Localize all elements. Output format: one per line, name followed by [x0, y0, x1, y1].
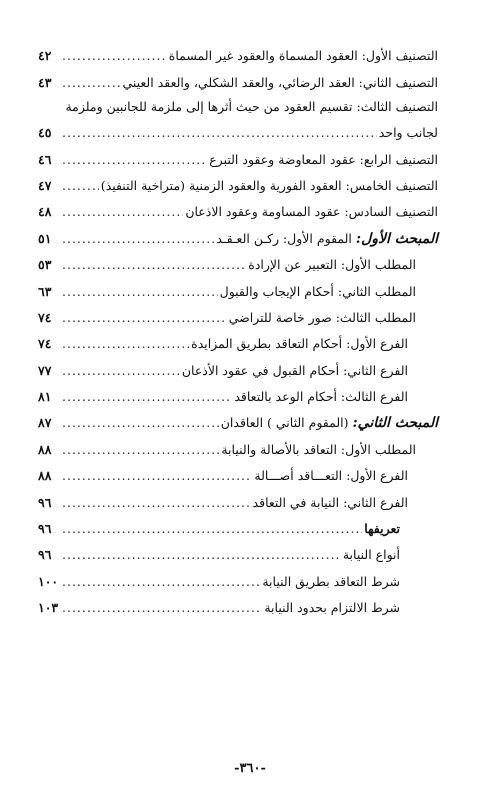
toc-entry-text: المقوم الأول: ركـن العـقـد: [216, 230, 356, 246]
dot-leader: [62, 574, 260, 590]
dot-leader: [62, 75, 120, 91]
toc-entry-text: المطلب الأول: التعاقد بالأصالة والنيابة: [221, 441, 416, 457]
toc-entry-text: لجانب واحد: [378, 125, 438, 141]
toc-entry: [38, 115, 438, 141]
toc-entry-title: [214, 231, 438, 247]
toc-entry: [38, 326, 438, 352]
toc-entry-text: التصنيف الأول: العقود المسماة والعقود غير المسماة: [168, 48, 438, 64]
toc-entry-text: تعريفها: [364, 521, 400, 537]
toc-entry-title: [262, 600, 400, 616]
toc-entry-text: المطلب الأول: التعبير عن الإرادة: [248, 257, 416, 273]
toc-entry-text: الفرع الثاني: أحكام القبول في عقود الأذعان: [181, 362, 408, 378]
toc-entry-page: ٩٦: [38, 547, 52, 563]
toc-entry-page: ٧٤: [38, 309, 52, 325]
toc-entry-text: شرط التعاقد بطريق النيابة: [262, 573, 400, 589]
toc-entry-page: ٨٨: [38, 468, 52, 484]
toc-entry: [38, 220, 438, 246]
toc-entry-page: ٥١: [38, 230, 52, 246]
toc-entry-page: ١٠٠: [38, 573, 59, 589]
toc-entry-title: [227, 310, 416, 326]
toc-entry-page: ٩٦: [38, 494, 52, 510]
dot-leader: [62, 204, 183, 220]
dot-leader: [62, 468, 252, 484]
chapter-label: المبحث الثاني:: [352, 415, 438, 432]
toc-entry-page: ٤٨: [38, 204, 52, 220]
toc-entry-title: [252, 468, 408, 484]
table-of-contents: [38, 38, 438, 616]
toc-entry-title: [246, 257, 416, 273]
toc-entry: [38, 431, 438, 457]
toc-entry-text: التصنيف السادس: عقود المساومة وعقود الاذعان: [185, 204, 438, 220]
toc-entry: [38, 563, 438, 589]
toc-entry-title: [120, 75, 438, 91]
toc-entry-title: [362, 521, 400, 537]
toc-entry-text: (المقوم الثاني ) العاقدان: [220, 415, 353, 431]
dot-leader: [62, 547, 341, 563]
toc-entry-page: ٦٣: [38, 283, 52, 299]
toc-entry-page: ٤٥: [38, 125, 52, 141]
toc-entry-page: ٨٨: [38, 441, 52, 457]
dot-leader: [62, 178, 99, 194]
toc-entry-text: المطلب الثالث: صور خاصة للتراضي: [228, 309, 416, 325]
toc-entry: [38, 64, 438, 90]
dot-leader: [62, 284, 218, 300]
toc-entry-page: ٩٦: [38, 521, 52, 537]
toc-entry-text: الفرع الثاني: النيابة في التعاقد: [252, 494, 408, 510]
page-number: -٣٦٠-: [234, 761, 266, 776]
toc-entry-text: التصنيف الثاني: العقد الرضائي، والعقد الشكلي، والعقد العيني: [122, 74, 438, 90]
toc-entry: [38, 300, 438, 326]
dot-leader: [62, 415, 219, 431]
toc-entry-text: شرط الالتزام بحدود النيابة: [264, 600, 400, 616]
dot-leader: [62, 600, 262, 616]
toc-entry-text: التصنيف الثالث: تقسيم العقود من حيث أثرها إلى ملزمة للجانبين وملزمة: [65, 98, 438, 114]
dot-leader: [62, 125, 377, 141]
dot-leader: [62, 152, 207, 168]
toc-entry-text: الفرع الأول: أحكام التعاقد بطريق المزايدة: [191, 336, 408, 352]
toc-entry: [38, 194, 438, 220]
toc-entry-page: ١٠٣: [38, 600, 59, 616]
dot-leader: [62, 442, 219, 458]
toc-entry-page: ٨١: [38, 389, 52, 405]
toc-entry-text: التصنيف الرابع: عقود المعاوضة وعقود التبرع: [209, 151, 438, 167]
toc-entry-title: [251, 495, 408, 511]
toc-entry-text: الفرع الأول: التعـــاقد أصـــالة: [254, 468, 408, 484]
toc-entry: [38, 38, 438, 64]
toc-entry-page: ٤٣: [38, 74, 52, 90]
toc-entry-text: التصنيف الخامس: العقود الفورية والعقود الزمنية (متراخية التنفيذ): [100, 177, 438, 193]
toc-entry: [38, 247, 438, 273]
toc-entry-page: ٥٣: [38, 257, 52, 273]
toc-entry-page: ٧٤: [38, 336, 52, 352]
toc-entry-title: [207, 152, 438, 168]
toc-entry-page: ٤٢: [38, 48, 52, 64]
toc-entry: [38, 590, 438, 616]
toc-entry-title: [189, 336, 408, 352]
toc-entry-title: [183, 204, 438, 220]
dot-leader: [62, 389, 232, 405]
toc-entry-page: ٨٧: [38, 415, 52, 431]
toc-entry-title: [219, 415, 438, 431]
toc-entry: [38, 168, 438, 194]
toc-entry-page: ٤٦: [38, 151, 52, 167]
toc-entry: [38, 511, 438, 537]
toc-entry-text: أنواع النيابة: [342, 547, 400, 563]
toc-entry-title: [232, 389, 408, 405]
toc-entry: [38, 458, 438, 484]
toc-entry: [38, 352, 438, 378]
dot-leader: [62, 363, 180, 379]
dot-leader: [62, 231, 214, 247]
toc-entry-page: ٤٧: [38, 177, 52, 193]
toc-entry: [38, 405, 438, 431]
dot-leader: [62, 310, 227, 326]
dot-leader: [62, 521, 362, 537]
toc-entry-title: [180, 363, 408, 379]
chapter-label: المبحث الأول:: [355, 230, 438, 247]
toc-entry-title: [63, 99, 438, 115]
toc-entry: [38, 273, 438, 299]
toc-entry-title: [341, 547, 400, 563]
toc-entry: [38, 91, 438, 115]
dot-leader: [62, 336, 189, 352]
toc-entry-title: [99, 178, 438, 194]
dot-leader: [62, 257, 246, 273]
toc-entry-text: المطلب الثاني: أحكام الإيجاب والقبول: [219, 283, 416, 299]
toc-entry: [38, 141, 438, 167]
toc-entry: [38, 379, 438, 405]
toc-entry-text: الفرع الثالث: أحكام الوعد بالتعاقد: [234, 389, 408, 405]
dot-leader: [62, 48, 167, 64]
dot-leader: [62, 495, 251, 511]
toc-entry-title: [218, 284, 416, 300]
toc-entry-title: [167, 48, 438, 64]
toc-entry: [38, 537, 438, 563]
toc-entry-page: ٧٧: [38, 362, 52, 378]
toc-entry-title: [219, 442, 416, 458]
toc-entry-title: [377, 125, 438, 141]
toc-entry-title: [260, 574, 400, 590]
toc-entry: [38, 484, 438, 510]
